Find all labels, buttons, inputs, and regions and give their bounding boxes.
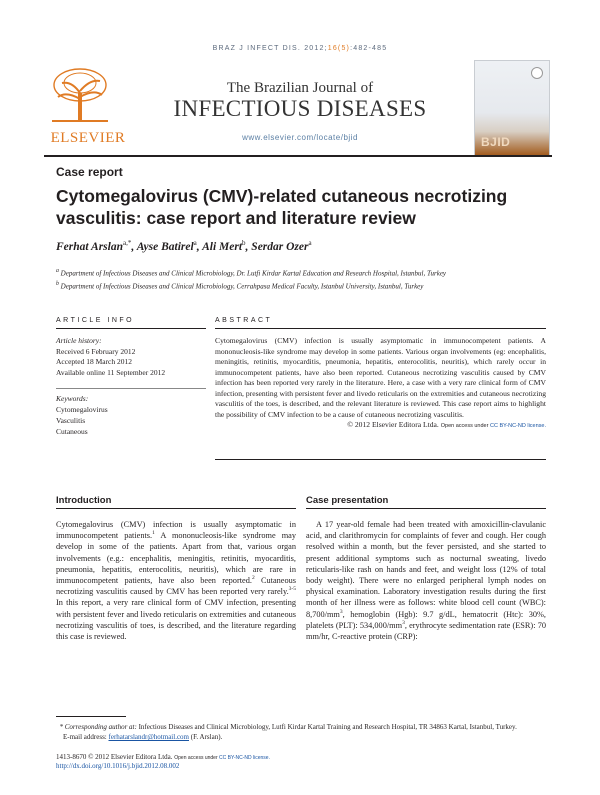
- online-date: Available online 11 September 2012: [56, 367, 166, 377]
- journal-title-small: The Brazilian Journal of: [226, 80, 374, 96]
- author-name[interactable]: Ferhat Arslan: [56, 240, 124, 253]
- license-link[interactable]: CC BY-NC-ND license.: [489, 423, 546, 429]
- abstract-divider: [215, 328, 546, 329]
- footnote-divider: [56, 716, 126, 717]
- article-title: Cytomegalovirus (CMV)-related cutaneous necrotizing vasculitis: case report and literature review: [56, 186, 508, 228]
- article-info-divider: [56, 328, 206, 329]
- author-name[interactable]: Serdar Ozer: [251, 240, 309, 253]
- article-history: Article history: Received 6 February 2012 Accepted 18 March 2012 Available online 11 September 2012: [56, 336, 166, 377]
- abstract-text: Cytomegalovirus (CMV) infection is usually asymptomatic in immunocompetent patients. A mononucleosis-like syndrome may develop in some patients. Various organ involvements (eg: encephalitis, meningitis, retinitis, myocarditis, pneumonia, hepatitis, enterocolitis, neuritis), which rarely occur in immunocompetent patients, have also been reported. Cutaneous necrotizing vasculitis caused by CMV infection has been reported very rarely in the literature. Here, a case with a very rare clinical form of CMV infection, presenting with persistent fever and livedo reticularis on the extremities and cutaneous necrotizing vasculitis of the toes, is described, and the relevant literature is reviewed. This case report aims to highlight the possibility of CMV infection to be a cause of cutaneous necrotizing vasculitis. © 2012 Elsevier Editora Ltda. Open access under CC BY-NC-ND license.: [215, 336, 546, 432]
- elsevier-logo[interactable]: [44, 63, 132, 153]
- introduction-heading: Introduction: [56, 495, 112, 506]
- keywords-divider: [56, 388, 206, 389]
- keyword: Cytomegalovirus: [56, 405, 108, 414]
- author-affil-ref[interactable]: a: [308, 239, 312, 247]
- abstract-label: ABSTRACT: [215, 317, 273, 324]
- affiliation-b: $^b$ Department of Infectious Diseases and Clinical Microbiology, Cerrahpasa Medical Faculty, Istanbul University, Istanbul, Turkey: [56, 281, 424, 291]
- introduction-divider: [56, 508, 296, 509]
- email-link[interactable]: ferhatarslandr@hotmail.com: [108, 733, 189, 741]
- abstract-bottom-divider: [215, 459, 546, 460]
- keyword: Vasculitis: [56, 416, 86, 425]
- abstract-copyright: © 2012 Elsevier Editora Ltda. Open access under CC BY-NC-ND license.: [347, 420, 546, 429]
- author-affil-ref[interactable]: a: [193, 239, 197, 247]
- case-presentation-text: A 17 year-old female had been treated with amoxicillin-clavulanic acid, and clarithromycin for complaints of fever and cough. Her cough resolved within a month, but the fever persisted, and she started to present additional symptoms such as nocturnal sweating, livedo reticularis-like rash on hands and feet, and weight loss (12% of total body weight). There were no enlarged peripheral lymph nodes on physical examination. Laboratory investigation results during the first month of her illness were as follows: white blood cell count (WBC): $8,700/mm^3$, hemoglobin (Hgb): 9.7 g/dL, hematocrit (Htc): 30%, platelets (PLT): $534,000/mm^3$, erythrocyte sedimentation rate (ESR): 70 mm/hr, C-reactive protein (CRP):: [306, 520, 547, 642]
- keywords-block: Keywords: Cytomegalovirus Vasculitis Cutaneous: [56, 394, 108, 436]
- citation-line: BRAZ J INFECT DIS. 2012;16(5):482-485: [212, 45, 388, 52]
- reference-link[interactable]: 2: [251, 575, 255, 582]
- author-affil-ref[interactable]: a,*: [123, 239, 132, 247]
- author-list: Ferhat Arslan$^{a,*}$, Ayse Batirel$^a$, Ali Mert$^b$, Serdar Ozer$^a$: [56, 239, 312, 253]
- issn-line: 1413-8670 © 2012 Elsevier Editora Ltda. Open access under CC BY-NC-ND license.: [56, 753, 270, 761]
- introduction-text: Cytomegalovirus (CMV) infection is usually asymptomatic in immunocompetent patients.$^1$ A mononucleosis-like syndrome may develop in some of the patients. Apart from that, various organ involvements (e.g.: encephalitis, meningitis, retinitis, myocarditis, pneumonia, hepatitis, enterocolitis, neuritis), which are rare in immunocompetent patients, have also been reported.$^2$ Cutaneous necrotizing vasculitis caused by CMV has been reported very rarely.$^{3-5}$ In this report, a very rare clinical form of CMV infection, presenting with persistent fever and livedo reticularis on extremities and cutaneous necrotizing vasculitis of toes, is described, and the literature regarding this case is reviewed.: [56, 520, 296, 642]
- affiliation-a: $^a$ Department of Infectious Diseases and Clinical Microbiology, Dr. Lutfi Kirdar Kartal Education and Research Hospital, Istanbul, Turkey: [56, 268, 447, 278]
- doi-link[interactable]: http://dx.doi.org/10.1016/j.bjid.2012.08.002: [56, 762, 180, 770]
- accepted-date: Accepted 18 March 2012: [56, 357, 133, 366]
- corresponding-author-footnote: * Corresponding author at: Infectious Diseases and Clinical Microbiology, Lutfi Kirdar Kartal Training and Research Hospital, TR 34863 Kartal, Istanbul, Turkey. E-mail address: ferhatarslandr@hotmail.com (F. Arslan).: [59, 723, 517, 741]
- journal-url-link[interactable]: www.elsevier.com/locate/bjid: [242, 133, 358, 142]
- footer-license-link[interactable]: CC BY-NC-ND license.: [219, 755, 270, 761]
- reference-link[interactable]: 3-5: [288, 586, 296, 593]
- article-type: Case report: [56, 165, 123, 179]
- journal-title: INFECTIOUS DISEASES: [173, 96, 427, 121]
- author-name[interactable]: Ali Mert: [202, 240, 243, 253]
- received-date: Received 6 February 2012: [56, 346, 136, 356]
- case-presentation-heading: Case presentation: [306, 495, 389, 506]
- keyword: Cutaneous: [56, 427, 88, 436]
- author-name[interactable]: Ayse Batirel: [136, 240, 194, 253]
- journal-cover-image[interactable]: [474, 60, 550, 156]
- case-presentation-divider: [306, 508, 546, 509]
- reference-link[interactable]: 1: [152, 530, 155, 537]
- author-affil-ref[interactable]: b: [242, 239, 246, 247]
- article-info-label: ARTICLE INFO: [56, 317, 135, 324]
- cover-badge-icon: [531, 67, 543, 79]
- header-divider: [44, 155, 552, 157]
- elsevier-tree-icon: [44, 63, 116, 123]
- elsevier-wordmark: ELSEVIER: [50, 130, 126, 146]
- cover-title: BJID: [481, 135, 511, 149]
